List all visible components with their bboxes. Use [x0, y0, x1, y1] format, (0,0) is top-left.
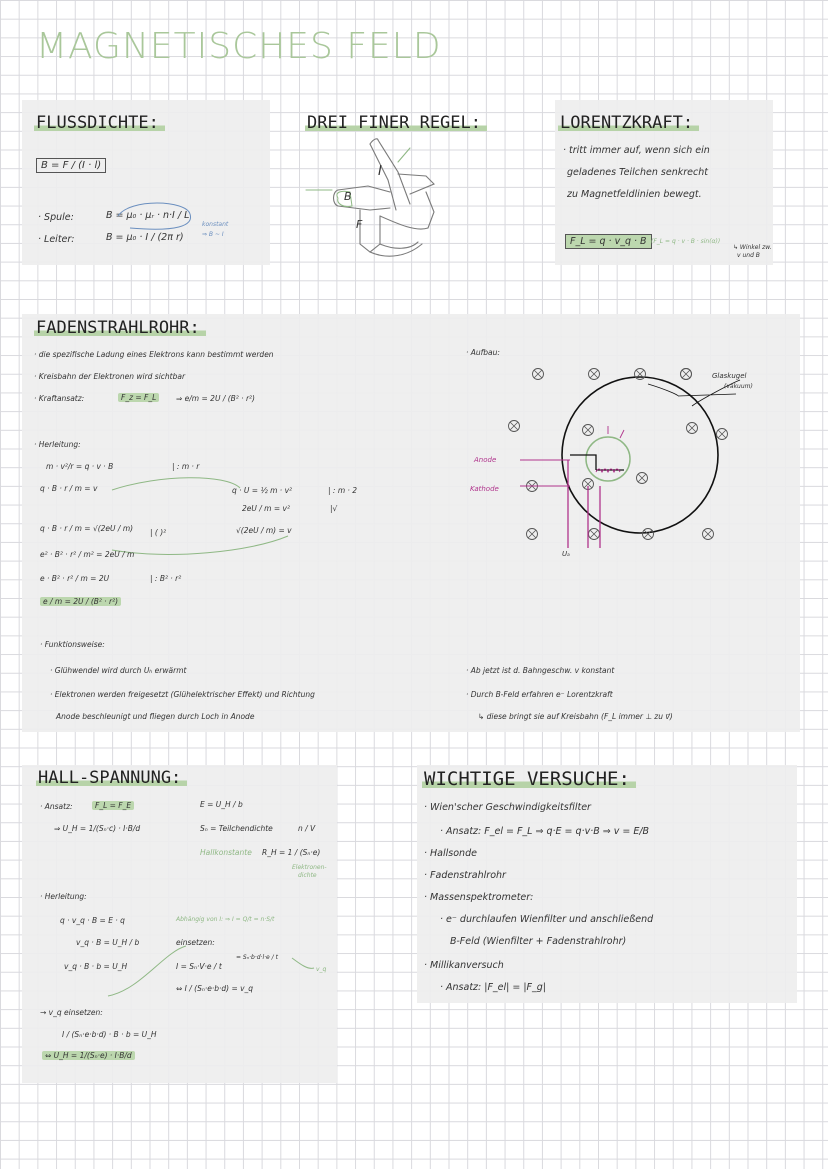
- fsr-line-1: · die spezifische Ladung eines Elektrons kann bestimmt werden: [34, 350, 274, 359]
- lorentz-line-2: geladenes Teilchen senkrecht: [567, 167, 708, 178]
- anode-label: Anode: [474, 456, 497, 464]
- lorentz-formula: [565, 234, 652, 249]
- versuch-item-6: B-Feld (Wienfilter + Fadenstrahlrohr): [450, 936, 627, 947]
- fsr-h4-note: |√: [330, 504, 338, 513]
- fsr-line-2: · Kreisbahn der Elektronen wird sichtbar: [34, 372, 186, 381]
- hall-vq-einsetzen: → v_q einsetzen:: [40, 1008, 103, 1017]
- fsr-herleitung-label: · Herleitung:: [34, 440, 81, 449]
- hall-i3: ⇔ I / (Sₙ·e·b·d) = v_q: [176, 984, 254, 993]
- flussdichte-heading: FLUSSDICHTE:: [34, 113, 165, 133]
- hand-letter-b: B: [344, 190, 352, 203]
- lorentz-line-1: · tritt immer auf, wenn sich ein: [563, 145, 710, 156]
- hall-sn-label: Sₙ = Teilchendichte: [200, 824, 273, 833]
- hand-letter-f: F: [356, 218, 363, 231]
- fsr-h1-note: | : m · r: [172, 462, 200, 471]
- leiter-formula: B = μ₀ · I / (2π r): [106, 232, 184, 243]
- hall-ansatz: F_L = F_E: [92, 801, 134, 810]
- aufbau-label: · Aufbau:: [466, 348, 500, 357]
- konstant-note: konstant: [202, 221, 229, 228]
- hall-h1: q · v_q · B = E · q: [60, 916, 125, 925]
- versuch-item-8: · Ansatz: |F_el| = |F_g|: [440, 982, 547, 993]
- versuch-item-1: · Ansatz: F_el = F_L ⇒ q·E = q·v·B ⇒ v = E/B: [440, 826, 650, 837]
- hall-i1: I = Sₙ·V·e / t: [176, 962, 222, 971]
- leiter-label: · Leiter:: [38, 234, 75, 245]
- hall-abhaengig: Abhängig von I: ⇒ I = Q/t = n·S/t: [176, 916, 275, 923]
- versuch-item-0: · Wien'scher Geschwindigkeitsfilter: [424, 802, 591, 813]
- versuch-item-2: · Hallsonde: [424, 848, 477, 859]
- lorentz-formula-alt: (F_L = q · v · B · sin(α)): [651, 238, 721, 245]
- lorentz-note-1: ↳ Winkel zw.: [733, 244, 772, 251]
- fsr-h2: q · B · r / m = v: [40, 484, 98, 493]
- spule-formula: B = μ₀ · μᵣ · n·I / L: [106, 210, 190, 221]
- hall-connector: [0, 0, 10, 10]
- elektron-dichte-2: dichte: [298, 872, 317, 879]
- fsr-apparatus-diagram: [470, 360, 770, 590]
- fsr-h6: q · B · r / m = √(2eU / m): [40, 524, 134, 533]
- hall-sn-unit: n / V: [298, 824, 316, 833]
- spule-label: · Spule:: [38, 212, 74, 223]
- fsr-h8: e · B² · r² / m = 2U: [40, 574, 110, 583]
- hall-rh: R_H = 1 / (Sₙ·e): [262, 848, 321, 857]
- fsr-h1: m · v²/r = q · v · B: [46, 462, 114, 471]
- fsr-f1: · Glühwendel wird durch Uₕ erwärmt: [50, 666, 187, 675]
- kraftansatz-formula: F_z = F_L: [118, 393, 159, 402]
- fadenstrahlrohr-heading: FADENSTRAHLROHR:: [34, 318, 206, 338]
- fsr-f2: · Elektronen werden freigesetzt (Glühelektrischer Effekt) und Richtung: [50, 690, 315, 699]
- fsr-f5: · Durch B-Feld erfahren e⁻ Lorentzkraft: [466, 690, 613, 699]
- hall-heading: HALL-SPANNUNG:: [36, 768, 187, 788]
- fsr-f4: · Ab jetzt ist d. Bahngeschw. v konstant: [466, 666, 615, 675]
- hall-e1: I / (Sₙ·e·b·d) · B · b = U_H: [62, 1030, 157, 1039]
- hall-vq-label: v_q: [316, 966, 327, 973]
- kraftansatz-label: · Kraftansatz:: [34, 394, 85, 403]
- page-title: MAGNETISCHES FELD: [36, 26, 442, 67]
- hand-sketch: [298, 132, 468, 272]
- hall-h3: v_q · B · b = U_H: [64, 962, 128, 971]
- fsr-h3-note: | : m · 2: [328, 486, 358, 495]
- hall-einsetzen: einsetzen:: [176, 938, 215, 947]
- proportional-note: ⇒ B ~ I: [202, 231, 224, 238]
- fsr-f6: ↳ diese bringt sie auf Kreisbahn (F_L immer ⊥ zu v⃗): [478, 712, 673, 721]
- fsr-h8-note: | : B² · r²: [150, 574, 182, 583]
- hall-konstante: Hallkonstante: [200, 848, 252, 857]
- hall-i2: = Sₙ·b·d·l·e / t: [236, 954, 278, 961]
- hand-letter-i: I: [378, 164, 382, 179]
- fsr-h5: √(2eU / m) = v: [236, 526, 292, 535]
- lorentz-line-3: zu Magnetfeldlinien bewegt.: [567, 189, 702, 200]
- versuch-item-4: · Massenspektrometer:: [424, 892, 534, 903]
- ua-label: Uₐ: [562, 550, 570, 558]
- flussdichte-formula: B = F / (I · l): [36, 158, 106, 173]
- fsr-h6-note: | ( )²: [150, 528, 167, 537]
- hall-ansatz-label: · Ansatz:: [40, 802, 73, 811]
- fsr-h3: q · U = ½ m · v²: [232, 486, 293, 495]
- fsr-h4: 2eU / m = v²: [242, 504, 290, 513]
- versuche-heading: WICHTIGE VERSUCHE:: [422, 768, 636, 790]
- versuch-item-5: · e⁻ durchlaufen Wienfilter und anschließend: [440, 914, 654, 925]
- hall-herleitung: · Herleitung:: [40, 892, 87, 901]
- kraftansatz-result: ⇒ e/m = 2U / (B² · r²): [176, 394, 255, 403]
- drei-finger-heading: DREI FINER REGEL:: [305, 113, 487, 133]
- elektron-dichte-1: Elektronen-: [292, 864, 327, 871]
- hall-result-1: ⇒ U_H = 1/(Sₙ·c) · I·B/d: [54, 824, 141, 833]
- lorentzkraft-heading: LORENTZKRAFT:: [558, 113, 699, 133]
- fsr-h7: e² · B² · r² / m² = 2eU / m: [40, 550, 135, 559]
- kathode-label: Kathode: [470, 485, 499, 493]
- lorentz-note-2: v und B: [737, 252, 760, 259]
- glaskugel-label: Glaskugel: [712, 372, 747, 380]
- hall-final: ⇔ U_H = 1/(Sₙ·e) · I·B/d: [42, 1051, 135, 1060]
- lorentz-formula-text: F_L = q · v_q · B: [570, 236, 647, 247]
- funktionsweise-label: · Funktionsweise:: [40, 640, 105, 649]
- hall-e-formula: E = U_H / b: [200, 800, 243, 809]
- vakuum-label: (vakuum): [724, 383, 753, 390]
- fsr-f3: Anode beschleunigt und fliegen durch Loch in Anode: [56, 712, 255, 721]
- hall-h2: v_q · B = U_H / b: [76, 938, 140, 947]
- fsr-h9: e / m = 2U / (B² · r²): [40, 597, 121, 606]
- versuch-item-7: · Millikanversuch: [424, 960, 504, 971]
- versuch-item-3: · Fadenstrahlrohr: [424, 870, 506, 881]
